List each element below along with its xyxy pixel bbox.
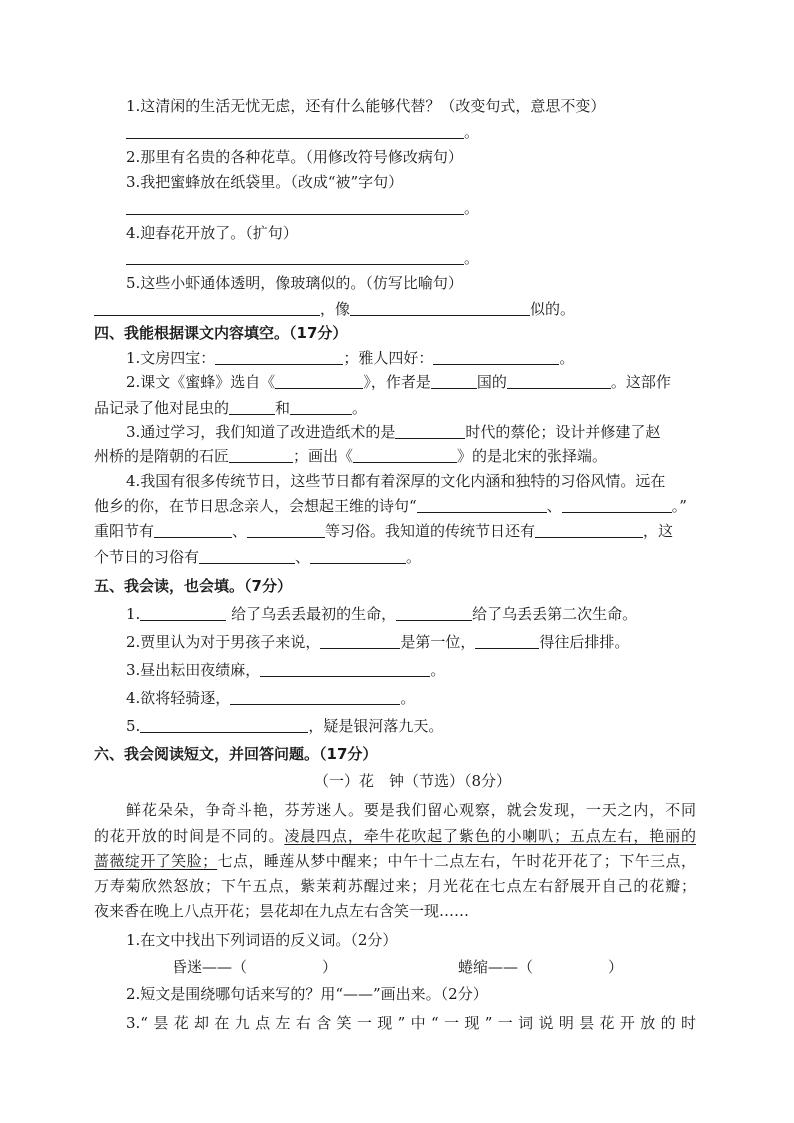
- q4-4-line1: 4.我国有很多传统节日，这些节日都有着深厚的文化内涵和独特的习俗风情。远在: [126, 472, 666, 490]
- q3-3: 3.我把蜜蜂放在纸袋里。（改成“被”字句）: [126, 173, 404, 191]
- passage-line-3: 蔷薇绽开了笑脸；七点，睡莲从梦中醒来；中午十二点左右，午时花开花了；下午三点，: [94, 852, 696, 870]
- answer-blank[interactable]: [431, 373, 477, 389]
- answer-blank[interactable]: [94, 300, 320, 316]
- q4-3-line1: 3.通过学习，我们知道了改进造纸术的是 时代的蔡伦；设计并修建了赵: [126, 423, 661, 441]
- passage-line-2: 的花开放的时间是不同的。凌晨四点，牵牛花吹起了紫色的小喇叭；五点左右，艳丽的: [94, 827, 696, 845]
- underlined-sentence: 凌晨四点，牵牛花吹起了紫色的小喇叭；五点左右，艳丽的: [284, 827, 696, 845]
- q6-1: 1.在文中找出下列词语的反义词。（2分）: [126, 931, 398, 949]
- q4-2-line2: 品记录了他对昆虫的 和 。: [94, 399, 368, 417]
- answer-blank[interactable]: [535, 522, 643, 538]
- underlined-sentence: 蔷薇绽开了笑脸；: [94, 852, 218, 870]
- answer-blank[interactable]: [562, 497, 672, 513]
- q6-2: 2.短文是围绕哪句话来写的？用“——”画出来。（2分）: [126, 985, 488, 1003]
- q4-2-line1: 2.课文《蜜蜂》选自《 》，作者是 国的 。这部作: [126, 373, 671, 391]
- q4-3-line2: 州桥的是隋朝的石匠 ；画出《 》的是北宋的张择端。: [94, 447, 608, 465]
- q4-4-line3: 重阳节有 、 等习俗。我知道的传统节日还有 ，这: [94, 522, 674, 540]
- answer-blank[interactable]: [215, 349, 343, 365]
- passage-line-4: 万寿菊欣然怒放；下午五点，紫茉莉苏醒过来；月光花在七点左右舒展开自己的花瓣；: [94, 877, 696, 895]
- answer-blank[interactable]: [417, 497, 547, 513]
- answer-blank[interactable]: [310, 548, 406, 564]
- answer-blank[interactable]: [126, 249, 464, 265]
- answer-blank[interactable]: [140, 605, 226, 621]
- answer-blank[interactable]: [230, 689, 400, 705]
- section-5-heading: 五、我会读，也会填。（7分）: [94, 577, 292, 595]
- q3-5: 5.这些小虾通体透明，像玻璃似的。（仿写比喻句）: [126, 274, 463, 292]
- q6-1-antonym-1: 昏迷——（ ）: [172, 958, 338, 976]
- answer-blank[interactable]: [395, 423, 465, 439]
- q5-1: 1. 给了乌丢丢最初的生命， 给了乌丢丢第二次生命。: [126, 605, 638, 623]
- q3-4: 4.迎春花开放了。（扩句）: [126, 224, 298, 242]
- answer-blank[interactable]: [247, 522, 325, 538]
- answer-blank[interactable]: [140, 717, 308, 733]
- answer-blank[interactable]: [396, 605, 472, 621]
- q5-4: 4.欲将轻骑逐， 。: [126, 689, 416, 707]
- answer-blank[interactable]: [229, 399, 275, 415]
- q6-1-antonym-2: 蜷缩——（ ）: [458, 958, 624, 976]
- q6-3: 3.“昙花却在九点左右含笑一现”中“一现”一词说明昙花开放的时: [126, 1014, 696, 1032]
- q4-4-line2: 他乡的你，在节日思念亲人，会想起王维的诗句“ 、 。”: [94, 497, 687, 515]
- answer-blank[interactable]: [475, 633, 539, 649]
- passage-title: （一）花 钟（节选）（8分）: [314, 772, 512, 790]
- q5-5: 5. ，疑是银河落九天。: [126, 717, 444, 735]
- q3-1-answer-line: 。: [126, 122, 479, 142]
- answer-blank[interactable]: [199, 548, 295, 564]
- q4-1: 1.文房四宝： ；雅人四好： 。: [126, 349, 575, 367]
- passage-line-1: 鲜花朵朵，争奇斗艳，芬芳迷人。要是我们留心观察，就会发现，一天之内，不同: [126, 801, 696, 819]
- q3-2: 2.那里有名贵的各种花草。（用修改符号修改病句）: [126, 148, 463, 166]
- q4-4-line4: 个节日的习俗有 、 。: [94, 548, 422, 566]
- answer-blank[interactable]: [353, 447, 457, 463]
- answer-blank[interactable]: [350, 300, 530, 316]
- answer-blank[interactable]: [433, 349, 559, 365]
- passage-line-5: 夜来香在晚上八点开花；昙花却在九点左右含笑一现……: [94, 902, 470, 920]
- answer-blank[interactable]: [126, 123, 464, 139]
- answer-blank[interactable]: [320, 633, 400, 649]
- q5-2: 2.贾里认为对于男孩子来说， 是第一位， 得往后排排。: [126, 633, 630, 651]
- answer-blank[interactable]: [229, 447, 293, 463]
- q5-3: 3.昼出耘田夜绩麻， 。: [126, 661, 446, 679]
- answer-blank[interactable]: [126, 199, 464, 215]
- answer-blank[interactable]: [507, 373, 611, 389]
- answer-blank[interactable]: [275, 373, 363, 389]
- q3-3-answer-line: 。: [126, 198, 479, 218]
- section-4-heading: 四、我能根据课文内容填空。（17分）: [94, 324, 348, 342]
- answer-blank[interactable]: [290, 399, 352, 415]
- answer-blank[interactable]: [154, 522, 232, 538]
- q3-5-answer-line: ，像 似的。: [94, 299, 575, 319]
- q3-4-answer-line: 。: [126, 248, 479, 268]
- answer-blank[interactable]: [260, 661, 430, 677]
- q3-1: 1.这清闲的生活无忧无虑，还有什么能够代替？（改变句式，意思不变）: [126, 97, 606, 115]
- section-6-heading: 六、我会阅读短文，并回答问题。（17分）: [94, 745, 378, 763]
